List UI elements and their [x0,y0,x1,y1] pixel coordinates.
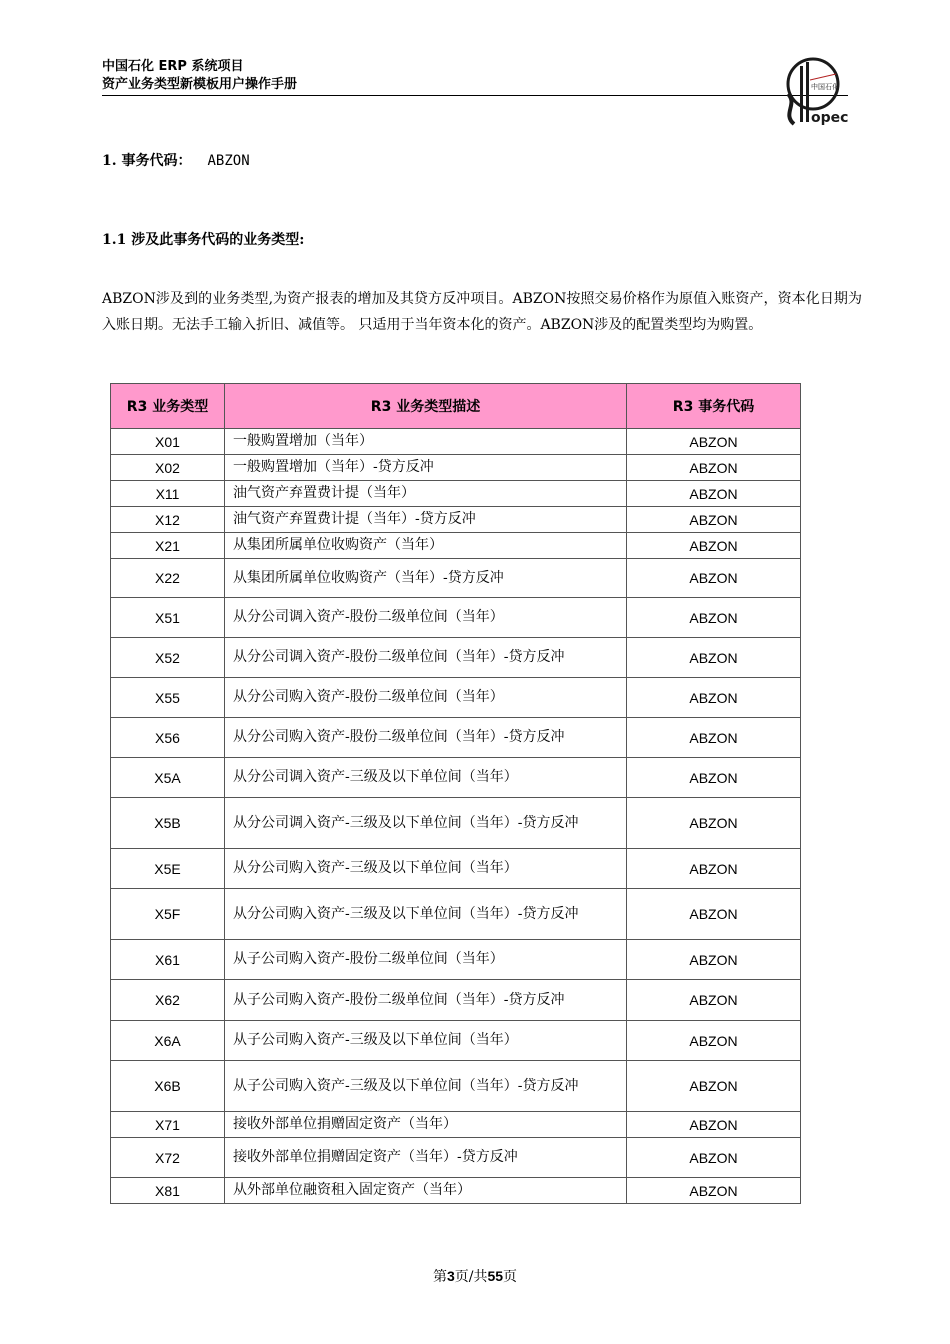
cell-transaction-code: ABZON [627,429,801,455]
cell-business-type: X21 [111,533,225,559]
cell-business-type: X62 [111,980,225,1021]
footer-page-number: 3 [446,1268,455,1284]
page-footer [0,1266,950,1286]
cell-business-type: X5A [111,758,225,798]
intro-paragraph: ABZON涉及到的业务类型,为资产报表的增加及其贷方反冲项目。ABZON按照交易价格作为原值入账资产，资本化日期为入账日期。无法手工输入折旧、减值等。 只适用于当年资本化的资产。ABZON涉及的配置类型均为购置。 [102,291,862,333]
footer-total-pages: 55 [487,1268,504,1284]
table-row [111,1112,801,1138]
table-row [111,598,801,638]
cell-business-type: X51 [111,598,225,638]
cell-description: 从外部单位融资租入固定资产（当年） [225,1178,627,1204]
cell-description: 一般购置增加（当年）-贷方反冲 [225,455,627,481]
cell-business-type: X01 [111,429,225,455]
column-header-type: R3 业务类型 [111,384,225,429]
cell-description: 从分公司购入资产-三级及以下单位间（当年）-贷方反冲 [225,889,627,940]
cell-business-type: X55 [111,678,225,718]
table-row [111,533,801,559]
table-row [111,481,801,507]
cell-transaction-code: ABZON [627,1138,801,1178]
section-1-code: ABZON [207,153,250,169]
cell-transaction-code: ABZON [627,638,801,678]
table-row [111,980,801,1021]
cell-transaction-code: ABZON [627,559,801,598]
table-body [111,429,801,1204]
table-row [111,429,801,455]
cell-transaction-code: ABZON [627,718,801,758]
cell-transaction-code: ABZON [627,889,801,940]
table-row [111,849,801,889]
header-project-title: 中国石化 ERP 系统项目 [102,59,244,74]
cell-transaction-code: ABZON [627,940,801,980]
cell-transaction-code: ABZON [627,1021,801,1061]
cell-business-type: X12 [111,507,225,533]
svg-text:中国石化: 中国石化 [811,83,839,91]
cell-business-type: X56 [111,718,225,758]
table-row [111,559,801,598]
cell-business-type: X6A [111,1021,225,1061]
cell-description: 从子公司购入资产-三级及以下单位间（当年） [225,1021,627,1061]
cell-description: 油气资产弃置费计提（当年） [225,481,627,507]
document-header [102,58,848,94]
cell-transaction-code: ABZON [627,533,801,559]
cell-transaction-code: ABZON [627,1061,801,1112]
table-row [111,678,801,718]
cell-description: 从集团所属单位收购资产（当年） [225,533,627,559]
section-heading-1-1: 1.1 涉及此事务代码的业务类型: [102,232,305,248]
table-row [111,798,801,849]
cell-description: 从分公司调入资产-三级及以下单位间（当年） [225,758,627,798]
column-header-description: R3 业务类型描述 [225,384,627,429]
cell-description: 从分公司购入资产-三级及以下单位间（当年） [225,849,627,889]
table-row [111,507,801,533]
footer-suffix: 页 [503,1269,518,1285]
cell-business-type: X22 [111,559,225,598]
cell-transaction-code: ABZON [627,758,801,798]
cell-description: 从分公司购入资产-股份二级单位间（当年） [225,678,627,718]
table-row [111,718,801,758]
cell-transaction-code: ABZON [627,980,801,1021]
cell-business-type: X5F [111,889,225,940]
table-row [111,1178,801,1204]
table-row [111,1061,801,1112]
table-row [111,1021,801,1061]
cell-description: 从子公司购入资产-三级及以下单位间（当年）-贷方反冲 [225,1061,627,1112]
cell-description: 油气资产弃置费计提（当年）-贷方反冲 [225,507,627,533]
cell-transaction-code: ABZON [627,1178,801,1204]
column-header-code: R3 事务代码 [627,384,801,429]
table-header-row [111,384,801,429]
cell-business-type: X6B [111,1061,225,1112]
cell-transaction-code: ABZON [627,678,801,718]
section-1-title: 1. 事务代码： [102,153,192,169]
cell-transaction-code: ABZON [627,481,801,507]
cell-business-type: X52 [111,638,225,678]
cell-transaction-code: ABZON [627,598,801,638]
svg-text:opec: opec [811,110,849,126]
table-row [111,889,801,940]
cell-business-type: X72 [111,1138,225,1178]
cell-description: 接收外部单位捐赠固定资产（当年）-贷方反冲 [225,1138,627,1178]
cell-transaction-code: ABZON [627,1112,801,1138]
table-row [111,455,801,481]
cell-transaction-code: ABZON [627,507,801,533]
cell-transaction-code: ABZON [627,849,801,889]
cell-description: 从分公司调入资产-股份二级单位间（当年） [225,598,627,638]
cell-description: 从子公司购入资产-股份二级单位间（当年）-贷方反冲 [225,980,627,1021]
business-type-table [110,383,801,1204]
header-manual-title: 资产业务类型新模板用户操作手册 [102,77,298,92]
cell-transaction-code: ABZON [627,798,801,849]
cell-business-type: X02 [111,455,225,481]
cell-business-type: X5B [111,798,225,849]
cell-description: 从分公司调入资产-三级及以下单位间（当年）-贷方反冲 [225,798,627,849]
footer-prefix: 第 [432,1269,447,1285]
cell-description: 从分公司调入资产-股份二级单位间（当年）-贷方反冲 [225,638,627,678]
cell-business-type: X61 [111,940,225,980]
cell-business-type: X81 [111,1178,225,1204]
sinopec-logo [776,54,850,128]
footer-middle: 页/共 [454,1269,488,1285]
cell-business-type: X71 [111,1112,225,1138]
cell-business-type: X5E [111,849,225,889]
cell-description: 从集团所属单位收购资产（当年）-贷方反冲 [225,559,627,598]
table-row [111,758,801,798]
table-row [111,638,801,678]
cell-business-type: X11 [111,481,225,507]
table-row [111,1138,801,1178]
cell-transaction-code: ABZON [627,455,801,481]
cell-description: 从分公司购入资产-股份二级单位间（当年）-贷方反冲 [225,718,627,758]
header-rule [102,95,848,96]
cell-description: 从子公司购入资产-股份二级单位间（当年） [225,940,627,980]
cell-description: 接收外部单位捐赠固定资产（当年） [225,1112,627,1138]
cell-description: 一般购置增加（当年） [225,429,627,455]
section-heading-1 [102,150,250,170]
table-row [111,940,801,980]
